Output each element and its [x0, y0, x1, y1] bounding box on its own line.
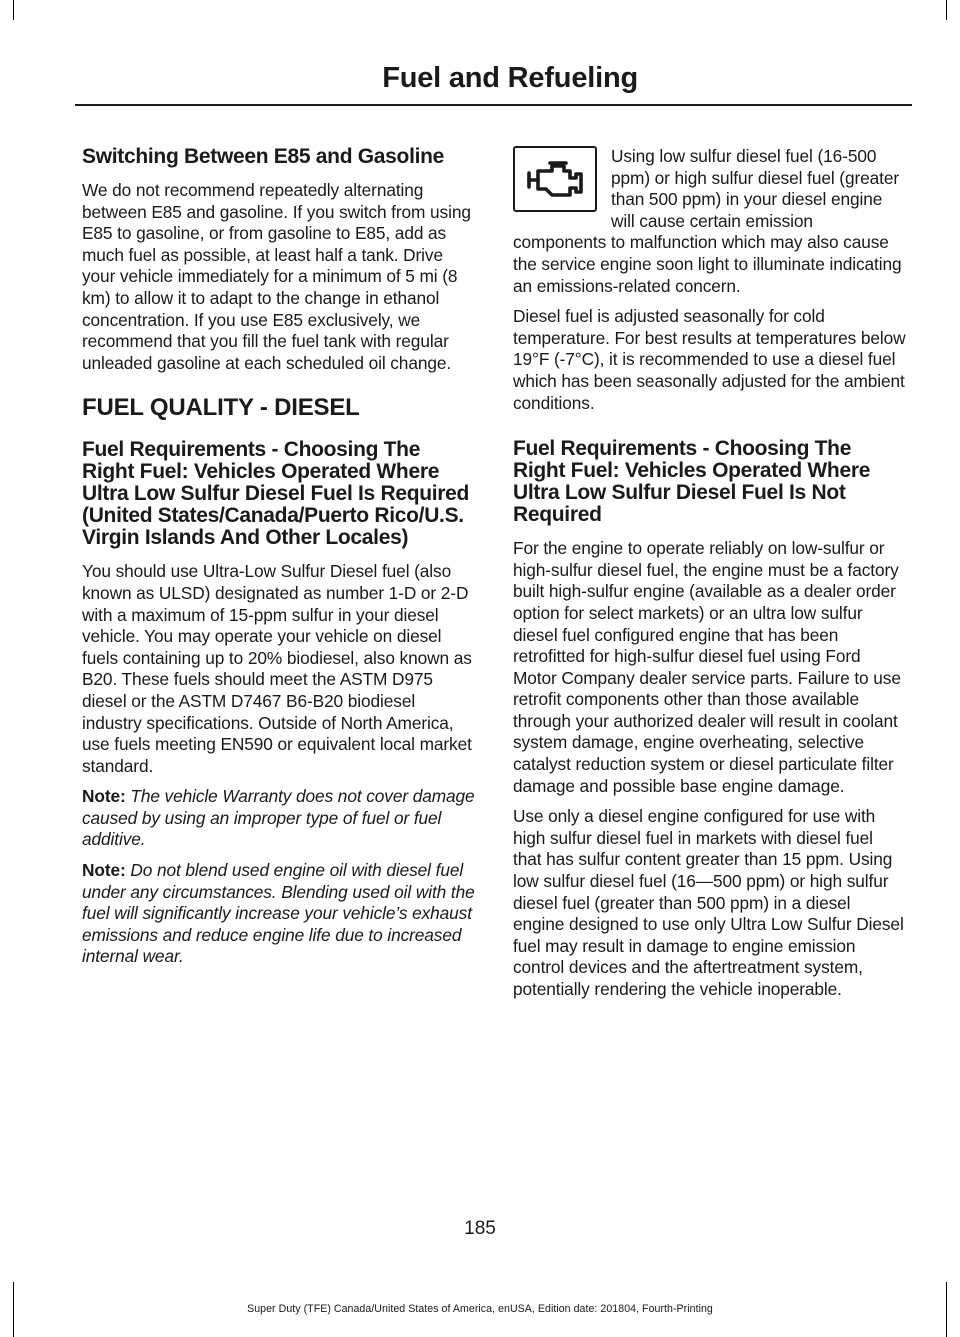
note-warranty: [82, 786, 475, 851]
retrofit-paragraph: For the engine to operate reliably on low-sulfur or high-sulfur diesel fuel, the engine must be a factory built high-sulfur engine (available as a dealer order option for select markets) or an ultra low sulfur diesel fuel configured engine that has been retrofitted for high-sulfur diesel fuel using Ford Motor Company dealer service parts. Failure to use retrofit components other than those available through your authorized dealer will result in coolant system damage, engine overheating, selective catalyst reduction system or diesel particulate filter damage and possible base engine damage.: [513, 538, 901, 796]
note-label: Note:: [82, 786, 126, 807]
note-text: The vehicle Warranty does not cover damage caused by using an improper type of fuel or fuel additive.: [82, 786, 475, 850]
header-divider: [75, 104, 912, 106]
note-label: Note:: [82, 860, 126, 881]
diesel-section-heading: FUEL QUALITY - DIESEL: [82, 394, 360, 422]
right-column: [513, 142, 906, 1010]
note-engine-oil: [82, 860, 475, 968]
page-title: Fuel and Refueling: [382, 62, 638, 94]
ulsd-paragraph: You should use Ultra-Low Sulfur Diesel fuel (also known as ULSD) designated as number 1-D or 2-D with a maximum of 15-ppm sulfur in your diesel vehicle. You may operate your vehicle on diesel fuels containing up to 20% biodiesel, also known as B20. These fuels should meet the ASTM D975 diesel or the ASTM D7467 B6-B20 biodiesel industry specifications. Outside of North America, use fuels meeting EN590 or equivalent local market standard.: [82, 561, 472, 776]
seasonal-paragraph: Diesel fuel is adjusted seasonally for cold temperature. For best results at temperatures below 19°F (-7°C), it is recommended to use a diesel fuel which has been seasonally adjusted for the ambient conditions.: [513, 306, 906, 413]
warning-paragraph: Using low sulfur diesel fuel (16-500 ppm) or high sulfur diesel fuel (greater than 500 ppm) in your diesel engine will cause certain emission components to malfunction which may also cause the service engine soon light to illuminate indicating an emissions-related concern.: [513, 146, 902, 296]
ulsd-required-heading: Fuel Requirements - Choosing The Right Fuel: Vehicles Operated Where Ultra Low Sulfur Diesel Fuel Is Required (United States/Canada/Puerto Rico/U.S. Virgin Islands And Other Locales): [82, 438, 470, 550]
high-sulfur-paragraph: Use only a diesel engine configured for use with high sulfur diesel fuel in markets with diesel fuel that has sulfur content greater than 15 ppm. Using low sulfur diesel fuel (16—500 ppm) or high sulfur diesel fuel (greater than 500 ppm) in a diesel engine designed to use only Ultra Low Sulfur Diesel fuel may result in damage to engine emission control devices and the aftertreatment system, potentially rendering the vehicle inoperable.: [513, 806, 904, 999]
ulsd-not-required-heading: Fuel Requirements - Choosing The Right Fuel: Vehicles Operated Where Ultra Low Sulfur Diesel Fuel Is Not Required: [513, 437, 871, 527]
crop-mark-top-right: [946, 0, 947, 20]
note-text: Do not blend used engine oil with diesel fuel under any circumstances. Blending used oil with the fuel will significantly increase your vehicle’s exhaust emissions and reduce engine life due to increased internal wear.: [82, 860, 475, 967]
switching-paragraph: We do not recommend repeatedly alternating between E85 and gasoline. If you switch from using E85 to gasoline, or from gasoline to E85, add as much fuel as possible, at least half a tank. Drive your vehicle immediately for a minimum of 5 mi (8 km) to allow it to adapt to the change in ethanol concentration. If you use E85 exclusively, we recommend that you fill the fuel tank with regular unleaded gasoline at each scheduled oil change.: [82, 180, 471, 373]
switching-heading: Switching Between E85 and Gasoline: [82, 145, 445, 168]
left-column: [82, 146, 475, 977]
check-engine-icon: [513, 146, 597, 212]
footer-edition-info: Super Duty (TFE) Canada/United States of America, enUSA, Edition date: 201804, Fourth-Printing: [247, 1303, 713, 1315]
page-number: 185: [464, 1218, 496, 1239]
crop-mark-top-left: [13, 0, 14, 20]
